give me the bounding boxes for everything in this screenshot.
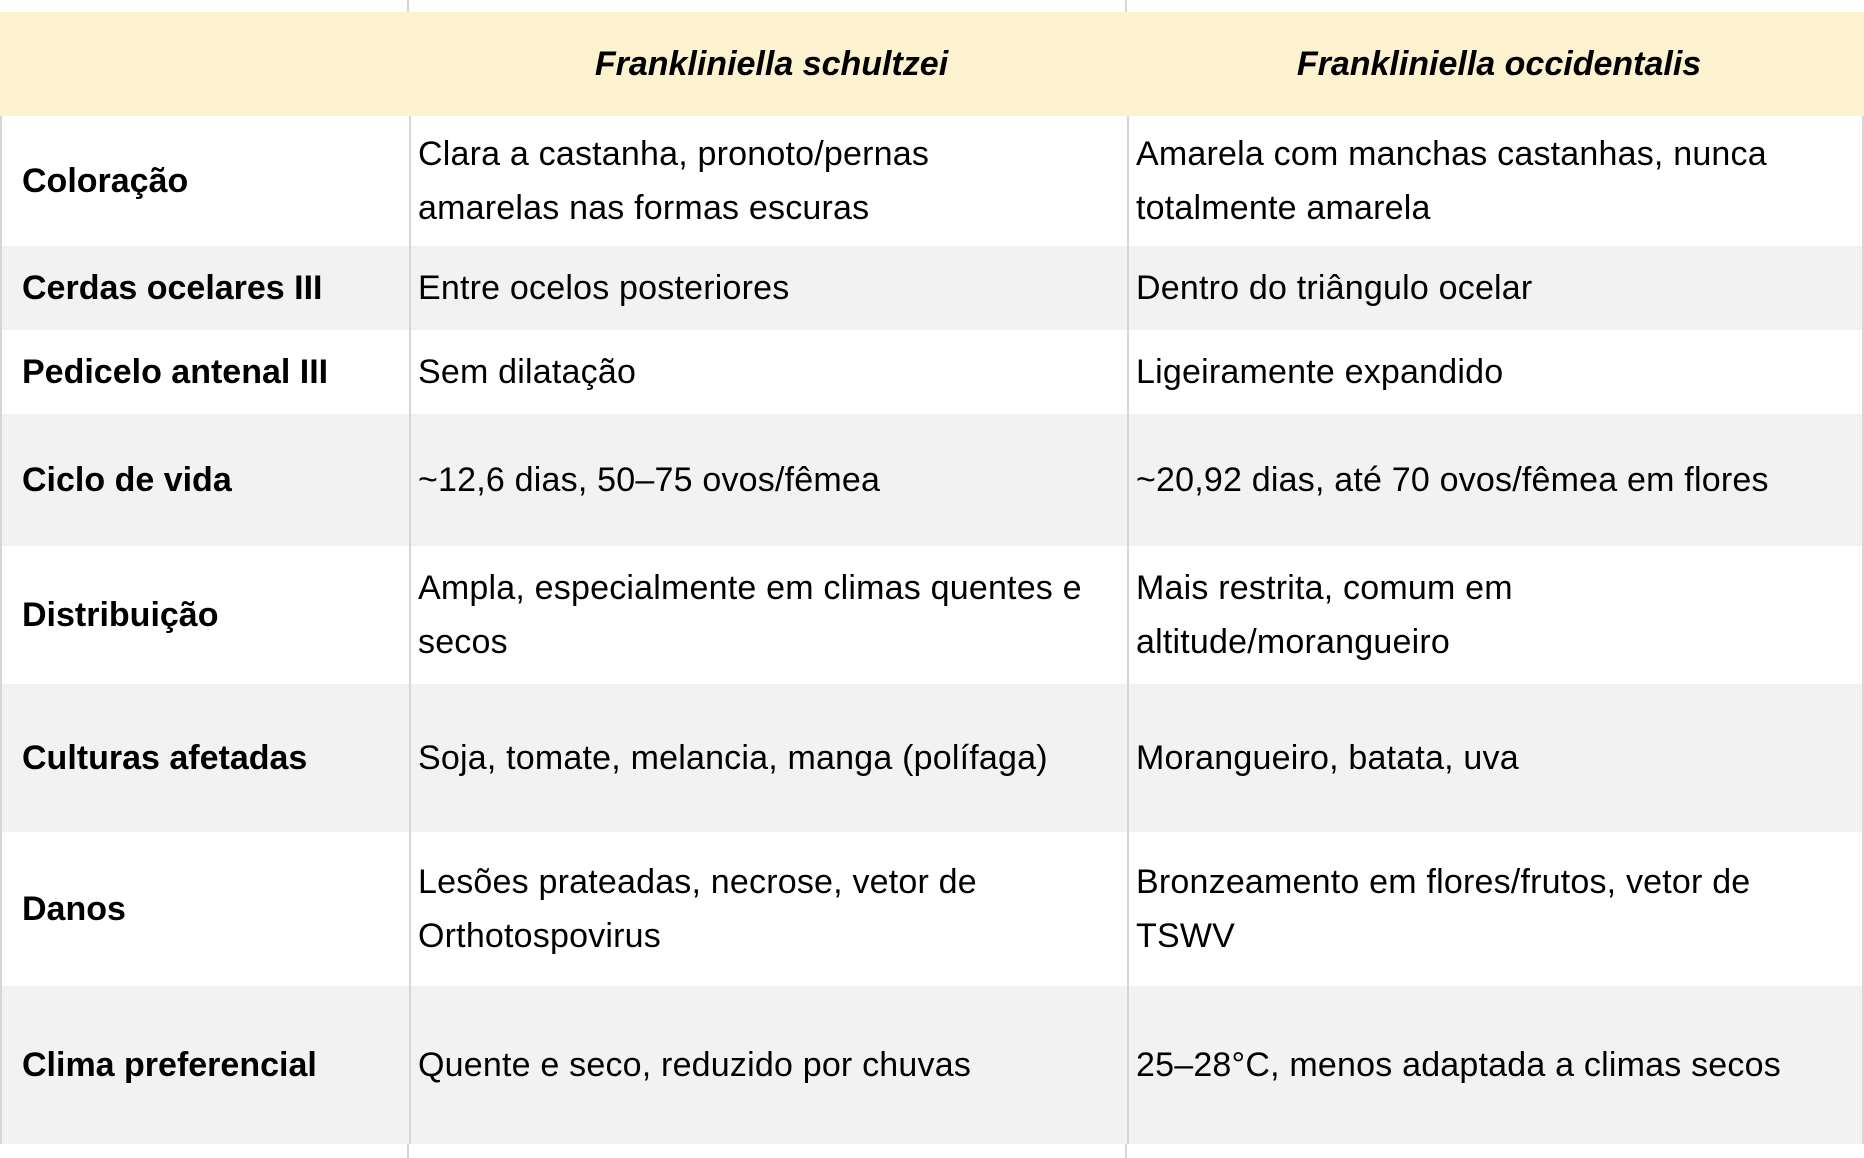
attribute-cell xyxy=(0,546,409,684)
occidentalis-cell xyxy=(1127,330,1864,414)
grid-line-stub xyxy=(1125,1144,1127,1158)
occidentalis-value: Ligeiramente expandido xyxy=(1136,353,1504,391)
attribute-label: Coloração xyxy=(22,162,189,200)
occidentalis-cell xyxy=(1127,414,1864,546)
attribute-cell xyxy=(0,116,409,246)
occidentalis-value: 25–28°C, menos adaptada a climas secos xyxy=(1136,1046,1781,1084)
occidentalis-value: Amarela com manchas castanhas, nunca totalmente amarela xyxy=(1136,135,1767,227)
schultzei-cell xyxy=(409,832,1127,986)
header-label-schultzei: Frankliniella schultzei xyxy=(594,45,949,83)
table-row xyxy=(0,684,1864,832)
header-cell-occidentalis xyxy=(1127,12,1864,116)
attribute-cell xyxy=(0,330,409,414)
occidentalis-value: ~20,92 dias, até 70 ovos/fêmea em flores xyxy=(1136,461,1769,499)
occidentalis-cell xyxy=(1127,246,1864,330)
schultzei-value: Ampla, especialmente em climas quentes e secos xyxy=(418,569,1082,661)
attribute-label: Distribuição xyxy=(22,596,219,634)
attribute-cell xyxy=(0,832,409,986)
table-row xyxy=(0,546,1864,684)
occidentalis-cell xyxy=(1127,116,1864,246)
schultzei-value: Entre ocelos posteriores xyxy=(418,269,790,307)
table-row xyxy=(0,116,1864,246)
attribute-label: Culturas afetadas xyxy=(22,739,308,777)
occidentalis-cell xyxy=(1127,546,1864,684)
schultzei-value: Sem dilatação xyxy=(418,353,637,391)
attribute-cell xyxy=(0,414,409,546)
schultzei-cell xyxy=(409,986,1127,1144)
grid-line-stub xyxy=(1125,0,1127,12)
table-header-row xyxy=(0,12,1864,116)
schultzei-value: Soja, tomate, melancia, manga (polífaga) xyxy=(418,739,1048,777)
schultzei-cell xyxy=(409,546,1127,684)
grid-line-stub xyxy=(407,1144,409,1158)
header-cell-empty xyxy=(0,12,409,116)
occidentalis-cell xyxy=(1127,832,1864,986)
attribute-label: Cerdas ocelares III xyxy=(22,269,323,307)
header-cell-schultzei xyxy=(409,12,1127,116)
schultzei-value: Lesões prateadas, necrose, vetor de Orthotospovirus xyxy=(418,863,977,955)
attribute-label: Danos xyxy=(22,890,126,928)
schultzei-cell xyxy=(409,246,1127,330)
table-row xyxy=(0,330,1864,414)
schultzei-cell xyxy=(409,684,1127,832)
table-row xyxy=(0,414,1864,546)
schultzei-value: ~12,6 dias, 50–75 ovos/fêmea xyxy=(418,461,881,499)
schultzei-cell xyxy=(409,330,1127,414)
attribute-label: Clima preferencial xyxy=(22,1046,317,1084)
table-row xyxy=(0,246,1864,330)
attribute-cell xyxy=(0,986,409,1144)
attribute-label: Ciclo de vida xyxy=(22,461,232,499)
attribute-cell xyxy=(0,246,409,330)
schultzei-value: Clara a castanha, pronoto/pernas amarelas nas formas escuras xyxy=(418,135,930,227)
occidentalis-value: Bronzeamento em flores/frutos, vetor de TSWV xyxy=(1136,863,1751,955)
grid-line-stub xyxy=(407,0,409,12)
schultzei-cell xyxy=(409,414,1127,546)
table-row xyxy=(0,986,1864,1144)
occidentalis-value: Dentro do triângulo ocelar xyxy=(1136,269,1533,307)
schultzei-cell xyxy=(409,116,1127,246)
header-label-occidentalis: Frankliniella occidentalis xyxy=(1296,45,1702,83)
table-row xyxy=(0,832,1864,986)
occidentalis-value: Morangueiro, batata, uva xyxy=(1136,739,1519,777)
occidentalis-cell xyxy=(1127,684,1864,832)
schultzei-value: Quente e seco, reduzido por chuvas xyxy=(418,1046,972,1084)
attribute-label: Pedicelo antenal III xyxy=(22,353,329,391)
attribute-cell xyxy=(0,684,409,832)
occidentalis-cell xyxy=(1127,986,1864,1144)
occidentalis-value: Mais restrita, comum em altitude/morangueiro xyxy=(1136,569,1513,661)
